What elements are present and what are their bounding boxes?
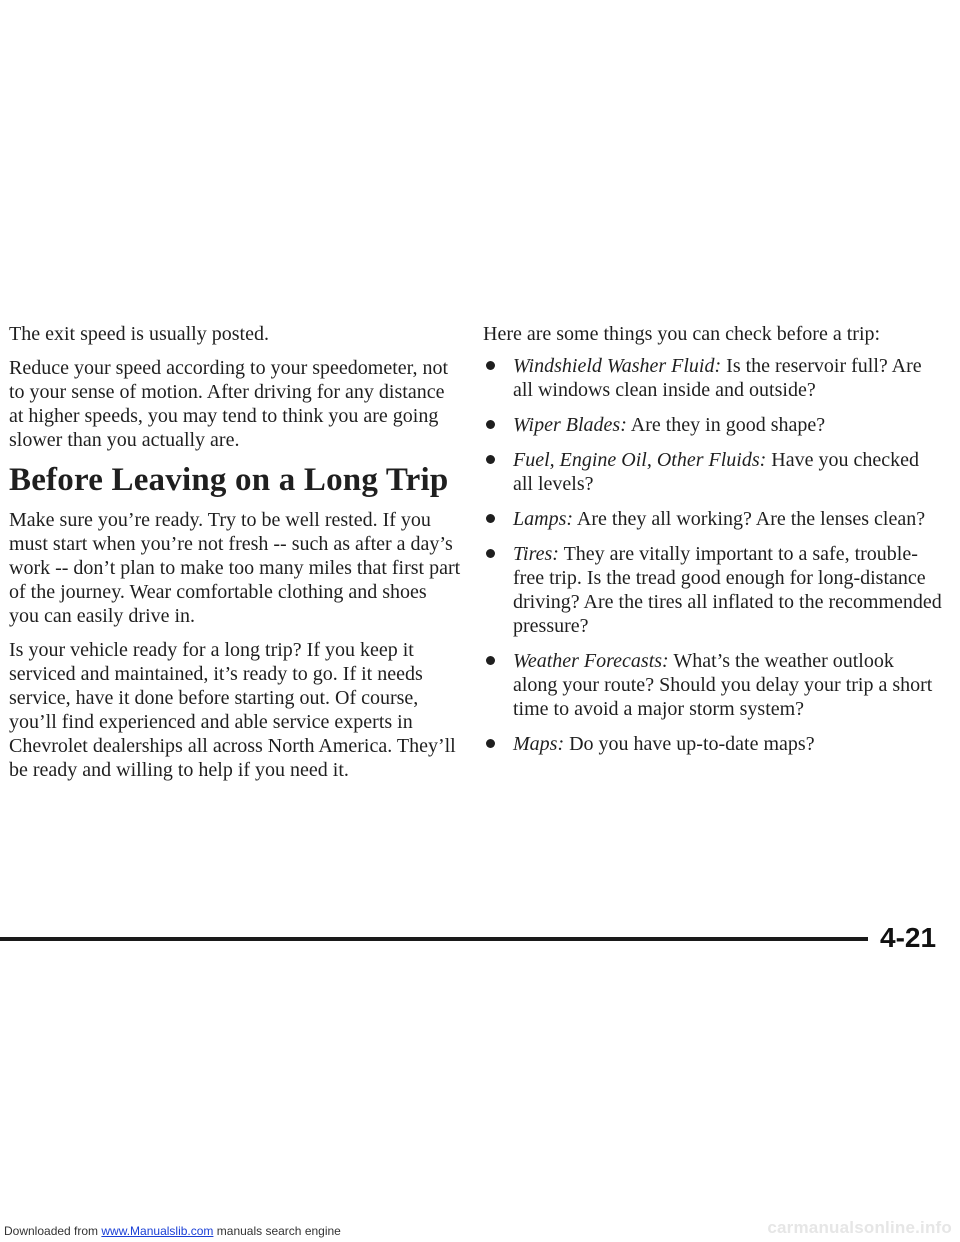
download-footer — [4, 1224, 341, 1238]
checklist-intro: Here are some things you can check before a trip: — [483, 323, 881, 345]
list-item — [483, 448, 943, 496]
item-text: Are they in good shape? — [626, 414, 826, 436]
manualslib-link[interactable]: www.Manualslib.com — [101, 1224, 214, 1238]
list-item — [483, 507, 943, 531]
bullet-icon — [486, 656, 495, 665]
paragraph-reduce-speed: Reduce your speed according to your speedometer, not to your sense of motion. After driving for any distance at higher speeds, you may tend to think you are going slower than you actually are. — [9, 357, 449, 451]
bullet-icon — [486, 549, 495, 558]
footer-suffix: manuals search engine — [213, 1224, 341, 1238]
item-label: Lamps: — [513, 508, 574, 530]
bullet-icon — [486, 420, 495, 429]
item-text: Have you checked all levels? — [513, 449, 920, 495]
bullet-icon — [486, 739, 495, 748]
paragraph-be-ready: Make sure you’re ready. Try to be well rested. If you must start when you’re not fresh -- such as after a day’s work -- don’t plan to make too many miles that first part of the journey. Wear comfortable clothing and shoes you can easily drive in. — [9, 509, 461, 627]
watermark: carmanualsonline.info — [767, 1218, 952, 1237]
bullet-icon — [486, 455, 495, 464]
list-item — [483, 413, 943, 437]
right-column — [483, 322, 943, 767]
item-label: Maps: — [513, 733, 565, 755]
section-heading: Before Leaving on a Long Trip — [9, 462, 449, 498]
item-label: Wiper Blades: — [513, 414, 627, 436]
paragraph-exit-speed: The exit speed is usually posted. — [9, 323, 269, 345]
item-text: What’s the weather outlook along your route? Should you delay your trip a short time to avoid a major storm system? — [513, 650, 933, 720]
left-column — [9, 322, 461, 782]
paragraph-vehicle-ready: Is your vehicle ready for a long trip? If you keep it serviced and maintained, it’s ready to go. If it needs service, have it done before starting out. Of course, you’ll find experienced and able service experts in Chevrolet dealerships all across North America. They’ll be ready and willing to help if you need it. — [9, 639, 456, 781]
list-item — [483, 354, 943, 402]
list-item — [483, 732, 943, 756]
item-text: Are they all working? Are the lenses clean? — [573, 508, 926, 530]
bullet-icon — [486, 514, 495, 523]
list-item — [483, 649, 943, 721]
footer-prefix: Downloaded from — [4, 1224, 102, 1238]
item-label: Fuel, Engine Oil, Other Fluids: — [513, 449, 767, 471]
checklist — [483, 354, 943, 756]
item-text: Do you have up-to-date maps? — [564, 733, 815, 755]
bullet-icon — [486, 361, 495, 370]
item-text: Is the reservoir full? Are all windows clean inside and outside? — [513, 355, 922, 401]
item-text: They are vitally important to a safe, trouble-free trip. Is the tread good enough for long-distance driving? Are the tires all inflated to the recommended pressure? — [513, 543, 942, 637]
list-item — [483, 542, 943, 638]
page-divider-rule — [0, 937, 868, 941]
item-label: Windshield Washer Fluid: — [513, 355, 722, 377]
item-label: Tires: — [513, 543, 559, 565]
item-label: Weather Forecasts: — [513, 650, 669, 672]
page-number: 4-21 — [880, 922, 937, 953]
